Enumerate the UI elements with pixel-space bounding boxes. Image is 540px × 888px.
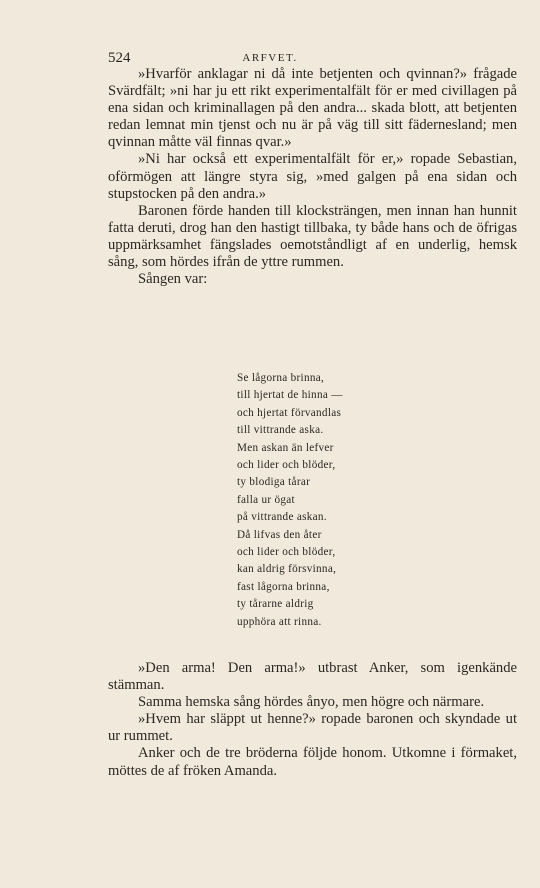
paragraph: »Den arma! Den arma!» utbrast Anker, som igenkände stämman. [108, 660, 517, 694]
body-text-top [108, 66, 517, 288]
running-title: ARFVET. [242, 52, 298, 64]
poem-line: Se lågorna brinna, [237, 372, 325, 384]
poem-line: och lider och blöder, [237, 459, 336, 472]
paragraph: Samma hemska sång hördes ånyo, men högre och närmare. [138, 694, 485, 711]
paragraph: Anker och de tre bröderna följde honom. Utkomne i förmaket, möttes de af fröken Amanda. [108, 745, 517, 779]
poem-line: på vittrande askan. [237, 511, 327, 524]
paragraph: »Ni har också ett experimentalfält för er,» ropade Sebastian, oförmögen att längre styra sig, »med galgen på ena sidan och stupstocken på den andra.» [108, 151, 517, 202]
paragraph: Sången var: [138, 271, 208, 288]
poem-line: och hjertat förvandlas [237, 406, 342, 419]
poem-line: Men askan än lefver [237, 441, 334, 454]
page-number: 524 [108, 50, 131, 66]
poem-line: falla ur ögat [237, 493, 295, 506]
poem-line: upphöra att rinna. [237, 615, 322, 628]
body-text-bottom [108, 660, 517, 780]
poem [237, 370, 343, 631]
poem-line: ty tårarne aldrig [237, 598, 314, 611]
poem-line: kan aldrig försvinna, [237, 563, 337, 576]
poem-line: Då lifvas den åter [237, 528, 322, 541]
poem-line: ty blodiga tårar [237, 476, 311, 489]
poem-line: fast lågorna brinna, [237, 580, 330, 593]
poem-line: till hjertat de hinna — [237, 389, 343, 402]
paragraph: »Hvem har släppt ut henne?» ropade baronen och skyndade ut ur rummet. [108, 711, 517, 745]
poem-line: till vittrande aska. [237, 424, 324, 437]
poem-line: och lider och blöder, [237, 546, 336, 559]
paragraph: Baronen förde handen till klocksträngen, men innan han hunnit fatta deruti, drog han den hastigt tillbaka, ty både hans och de öfrigas uppmärksamhet fängslades oemotståndligt af en underlig, hemsk sång, som hördes ifrån de yttre rummen. [108, 202, 517, 271]
paragraph: »Hvarför anklagar ni då inte betjenten och qvinnan?» frågade Svärdfält; »ni har ju ett rikt experimentalfält för er med civillagen på ena sidan och kriminallagen på den andra... skada blott, att betjenten redan lemnat min tjenst och nu är på väg till sitt fädernesland; men qvinnan måtte väl finnas qvar.» [108, 66, 517, 151]
